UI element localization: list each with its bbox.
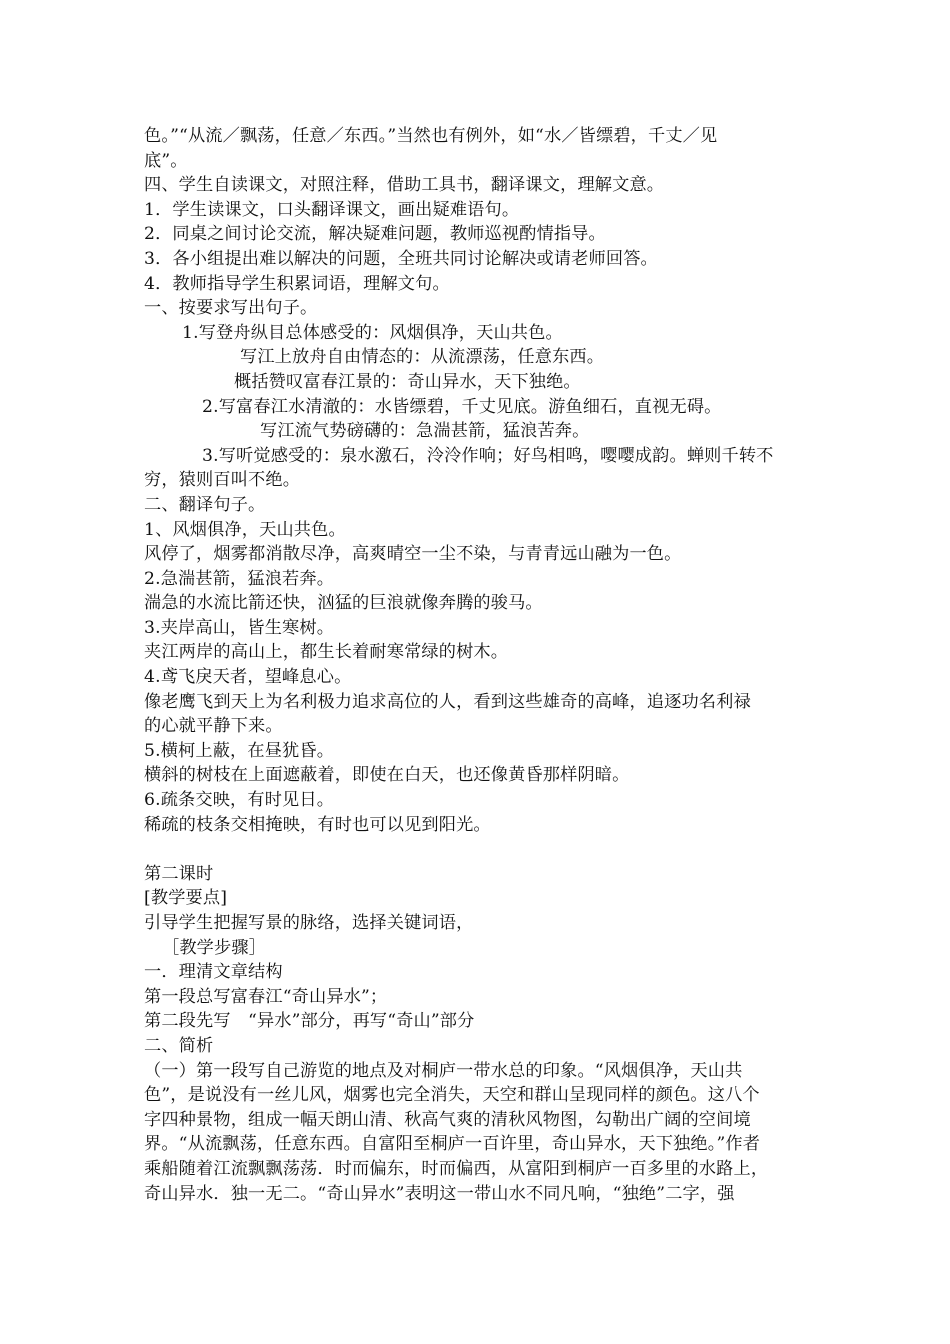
exercise-item: 2.写富春江水清澈的：水皆缥碧，千丈见底。游鱼细石，直视无碍。: [202, 396, 722, 417]
exercise-item: 1.写登舟纵目总体感受的：风烟俱净，天山共色。: [182, 322, 563, 343]
sentence-translation: 像老鹰飞到天上为名利极力追求高位的人，看到这些雄奇的高峰，追逐功名利禄: [144, 691, 751, 712]
section-heading: ［教学步骤］: [162, 937, 267, 958]
list-item: 4．教师指导学生积累词语，理解文句。: [144, 273, 450, 294]
paragraph-line: 乘船随着江流飘飘荡荡．时而偏东，时而偏西，从富阳到桐庐一百多里的水路上，: [144, 1158, 769, 1179]
list-item: 2．同桌之间讨论交流，解决疑难问题，教师巡视酌情指导。: [144, 224, 606, 245]
list-item: 3．各小组提出难以解决的问题，全班共同讨论解决或请老师回答。: [144, 248, 658, 269]
paragraph-line: （一）第一段写自己游览的地点及对桐庐一带水总的印象。“风烟俱净，天山共: [144, 1060, 743, 1081]
document-page: [144, 124, 812, 1206]
sentence-translation: 夹江两岸的高山上，都生长着耐寒常绿的树木。: [144, 642, 509, 663]
text-line: 穷，猿则百叫不绝。: [144, 470, 301, 491]
sentence-original: 6.疏条交映，有时见日。: [144, 790, 335, 811]
text-line: 第一段总写富春江“奇山异水”；: [144, 986, 388, 1007]
section-heading: 二、简析: [144, 1035, 214, 1056]
paragraph-line: 色”，是说没有一丝儿风，烟雾也完全消失，天空和群山呈现同样的颜色。这八个: [144, 1085, 760, 1106]
section-heading: 一．理清文章结构: [144, 962, 283, 983]
sentence-translation: 横斜的树枝在上面遮蔽着，即使在白天，也还像黄昏那样阴暗。: [144, 765, 630, 786]
exercise-item: 3.写听觉感受的：泉水激石，泠泠作响；好鸟相鸣，嘤嘤成韵。蝉则千转不: [202, 445, 774, 466]
text-line: 第二段先写 “异水”部分，再写“奇山”部分: [144, 1011, 475, 1032]
sentence-translation: 稀疏的枝条交相掩映，有时也可以见到阳光。: [144, 814, 491, 835]
exercise-item: 概括赞叹富春江景的：奇山异水，天下独绝。: [234, 371, 581, 392]
sentence-original: 5.横柯上蔽，在昼犹昏。: [144, 740, 335, 761]
sentence-translation: 风停了，烟雾都消散尽净，高爽晴空一尘不染，与青青远山融为一色。: [144, 544, 682, 565]
text-line: 引导学生把握写景的脉络，选择关键词语，: [144, 913, 474, 933]
text-line: 底”。: [144, 150, 188, 171]
sentence-original: 2.急湍甚箭，猛浪若奔。: [144, 568, 335, 589]
text-line: 色。”“从流／飘荡，任意／东西。”当然也有例外，如“水／皆缥碧，千丈／见: [144, 126, 718, 146]
paragraph-line: 奇山异水．独一无二。“奇山异水”表明这一带山水不同凡响，“独绝”二字，强: [144, 1183, 735, 1204]
paragraph-line: 字四种景物，组成一幅天朗山清、秋高气爽的清秋风物图，勾勒出广阔的空间境: [144, 1109, 751, 1130]
section-heading: [教学要点]: [144, 888, 228, 909]
exercise-item: 写江上放舟自由情态的：从流漂荡，任意东西。: [240, 347, 605, 368]
blank-line: [144, 837, 812, 862]
sentence-original: 1、风烟俱净，天山共色。: [144, 519, 346, 540]
paragraph-line: 界。“从流飘荡，任意东西。自富阳至桐庐一百许里，奇山异水，天下独绝。”作者: [144, 1134, 761, 1155]
section-heading: 二、翻译句子。: [144, 494, 266, 515]
sentence-original: 3.夹岸高山，皆生寒树。: [144, 617, 335, 638]
lesson-title: 第二课时: [144, 863, 214, 884]
sentence-original: 4.鸢飞戾天者，望峰息心。: [144, 667, 352, 688]
list-item: 1．学生读课文，口头翻译课文，画出疑难语句。: [144, 199, 520, 220]
section-heading: 一、按要求写出句子。: [144, 298, 318, 319]
sentence-translation: 的心就平静下来。: [144, 716, 283, 737]
exercise-item: 写江流气势磅礴的：急湍甚箭，猛浪苦奔。: [260, 421, 590, 442]
sentence-translation: 湍急的水流比箭还快，汹猛的巨浪就像奔腾的骏马。: [144, 593, 543, 614]
section-heading: 四、学生自读课文，对照注释，借助工具书，翻译课文，理解文意。: [144, 175, 665, 196]
